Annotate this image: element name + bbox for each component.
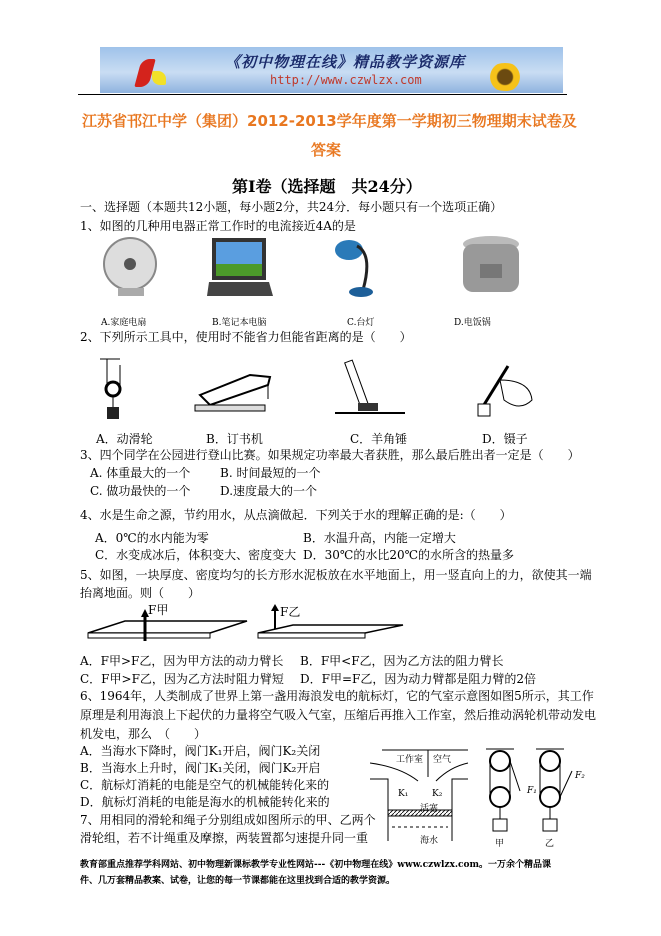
doc-title-line2: 答案 [311,141,342,159]
plank-figure-yi [255,603,405,643]
q2-option-d: D．镊子 [482,432,528,446]
q6-option-c: C．航标灯消耗的电能是空气的机械能转化来的 [80,778,330,792]
sunflower-icon [485,63,525,91]
fig-label-yi: 乙 [545,839,555,849]
q6-stem-line3: 机发电，那么 （ ） [80,727,207,741]
q3-option-d: D.速度最大的一个 [220,484,318,498]
q7-stem-line2: 滑轮组，若不计绳重及摩擦，两装置都匀速提升同一重 [80,831,369,845]
tweezers-image [470,360,540,420]
q1-option-a: A.家庭电扇 [101,318,147,328]
q5-label-f-yi: F乙 [280,605,301,619]
q5-option-c: C．F甲>F乙，因为乙方法时阻力臂短 [80,672,284,686]
footer-line1: 教育部重点推荐学科网站、初中物理新课标教学专业性网站---《初中物理在线》www.czwlzx.com。一万余个精品课 [80,860,552,870]
q4-option-d: D．30℃的水比20℃的水所含的热量多 [303,548,515,562]
q5-option-d: D．F甲=F乙，因为动力臂都是阻力臂的2倍 [300,672,536,686]
q2-stem: 2、下列所示工具中，使用时不能省力但能省距离的是（ ） [80,330,412,344]
fig-label-seawater: 海水 [420,836,439,846]
fig-label-jia: 甲 [495,839,505,849]
claw-hammer-image [333,355,408,423]
q4-stem: 4、水是生命之源，节约用水，从点滴做起．下列关于水的理解正确的是:（ ） [80,508,512,522]
doc-title-line1: 江苏省邗江中学（集团）2012-2013学年度第一学期初三物理期末试卷及 [82,112,577,130]
fig-label-f2: F₂ [575,771,585,781]
q4-option-c: C．水变成冰后，体积变大、密度变大 [95,548,297,562]
q3-option-b: B. 时间最短的一个 [220,466,321,480]
logo-icon-accent [152,71,166,85]
q2-option-a: A．动滑轮 [96,432,153,446]
fig-label-air: 空气 [433,755,452,765]
q6-option-a: A．当海水下降时，阀门K₁开启，阀门K₂关闭 [80,744,321,758]
q3-stem: 3、四个同学在公园进行登山比赛。如果规定功率最大者获胜，那么最后胜出者一定是（ ） [80,448,580,462]
fan-image [100,234,162,298]
q1-option-c: C.台灯 [347,318,375,328]
footer-line2: 件、几万套精品教案、试卷，让您的每一节课都能在这里找到合适的教学资源。 [80,876,396,886]
rice-cooker-image [460,234,522,300]
q2-option-b: B．订书机 [206,432,263,446]
q5-label-f-jia: F甲 [148,603,169,617]
q5-stem-line1: 5、如图，一块厚度、密度均匀的长方形水泥板放在水平地面上，用一竖直向上的力，欲使其一端 [80,568,592,582]
q4-option-b: B．水温升高，内能一定增大 [303,531,456,545]
section-heading: 第I卷（选择题 共24分） [232,177,422,196]
movable-pulley-image [95,355,135,423]
q5-stem-line2: 抬离地面。则（ ） [80,586,201,600]
q7-stem-line1: 7、用相同的滑轮和绳子分别组成如图所示的甲、乙两个 [80,813,376,827]
q6-option-d: D．航标灯消耗的电能是海水的机械能转化来的 [80,795,330,809]
q6-stem-line1: 6、1964年，人类制成了世界上第一盏用海浪发电的航标灯，它的气室示意图如图5所示，其工作 [80,689,594,703]
q6-option-b: B．当海水上升时，阀门K₁关闭，阀门K₂开启 [80,761,321,775]
banner-title: 《初中物理在线》精品教学资源库 [225,53,466,71]
instructions: 一、选择题（本题共12小题，每小题2分，共24分．每小题只有一个选项正确） [80,200,503,214]
q3-option-a: A. 体重最大的一个 [90,466,191,480]
q6-stem-line2: 原理是利用海浪上下起伏的力量将空气吸入气室，压缩后再推入工作室，然后推动涡轮机带动发电 [80,708,597,722]
fig-label-piston: 活塞 [420,804,439,814]
desk-lamp-image [333,234,379,300]
q4-option-a: A．0℃的水内能为零 [95,531,209,545]
fig-label-k2: K₂ [432,789,443,799]
header-rule [78,94,567,95]
q2-option-c: C．羊角锤 [350,432,408,446]
fig-label-work-room: 工作室 [396,755,424,765]
fig-label-k1: K₁ [398,789,409,799]
banner-url: http://www.czwlzx.com [270,73,422,87]
q3-option-c: C. 做功最快的一个 [90,484,191,498]
q5-option-a: A．F甲>F乙，因为甲方法的动力臂长 [80,654,284,668]
laptop-image [207,234,273,300]
stapler-image [190,365,280,415]
q1-stem: 1、如图的几种用电器正常工作时的电流接近4A的是 [80,219,356,233]
q1-option-b: B.笔记本电脑 [212,318,267,328]
q1-option-d: D.电饭锅 [454,318,491,328]
site-banner[interactable] [100,47,563,93]
q5-option-b: B．F甲<F乙，因为乙方法的阻力臂长 [300,654,504,668]
fig-label-f1: F₁ [527,786,537,796]
